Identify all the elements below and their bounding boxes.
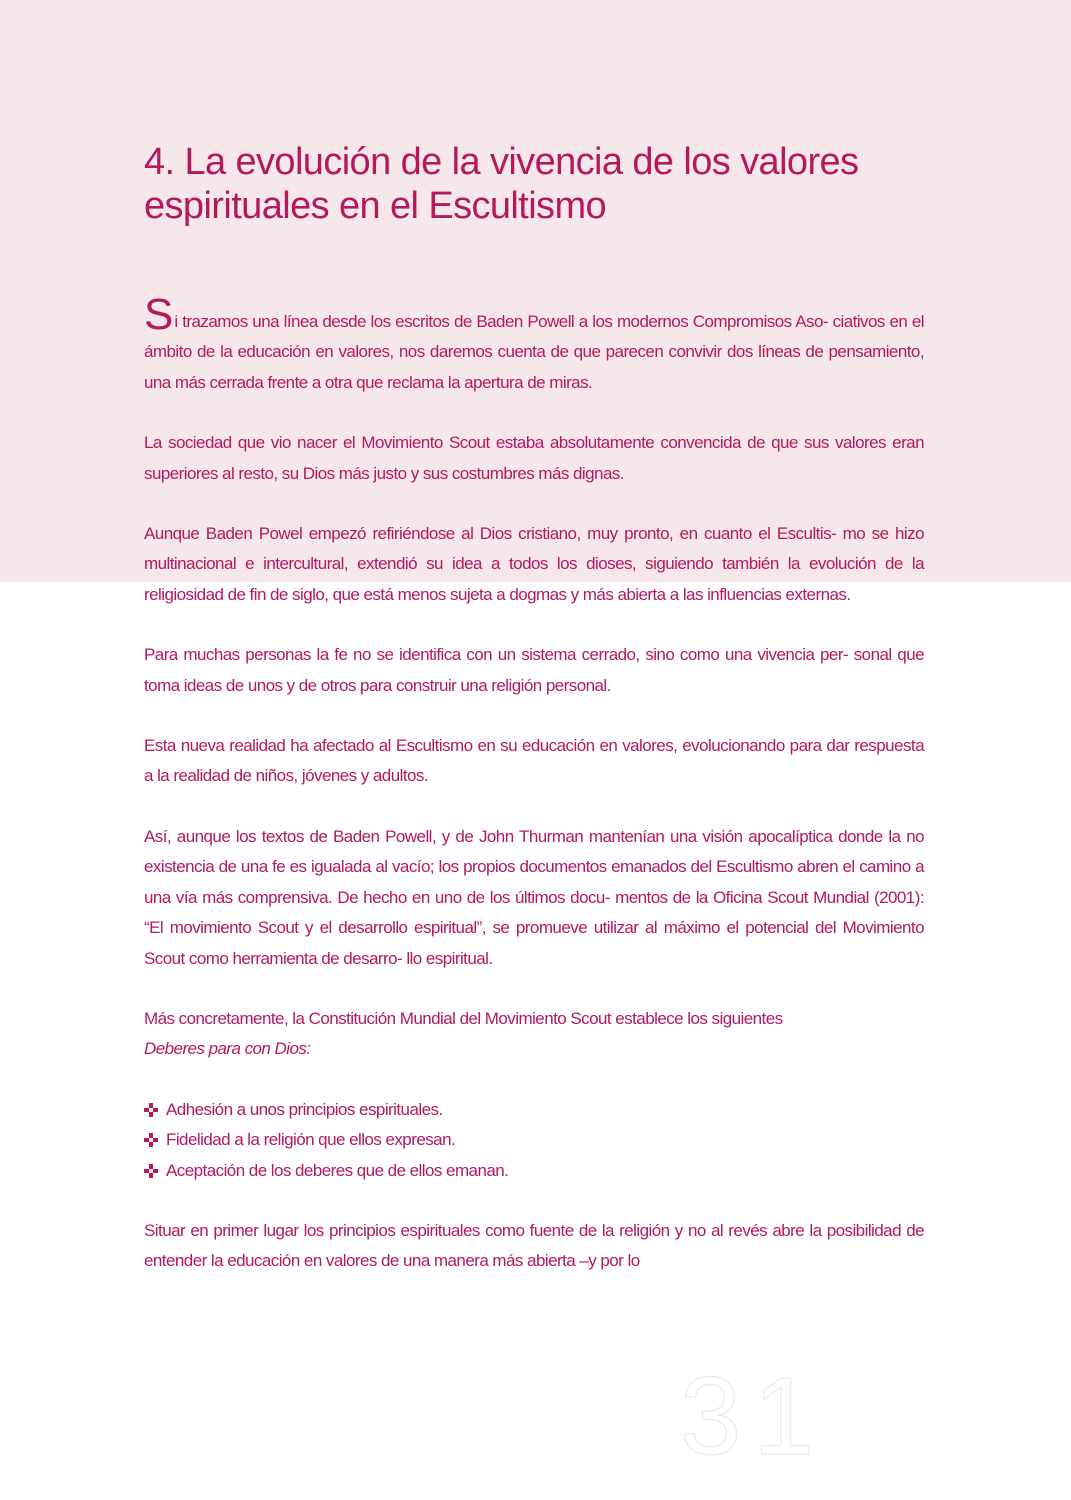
paragraph-7 — [144, 1004, 924, 1065]
cross-bullet-icon — [144, 1133, 158, 1147]
section-title — [144, 140, 944, 228]
article-body — [144, 290, 924, 1307]
paragraph-8: Situar en primer lugar los principios espirituales como fuente de la religión y no al revés abre la posibilidad de entender la educación en valores de una manera más abierta –y por lo — [144, 1220, 924, 1271]
page-number: 31 — [680, 1355, 827, 1478]
paragraph-5: Esta nueva realidad ha afectado al Escultismo en su educación en valores, evolucionando para dar respuesta a la realidad de niños, jóvenes y adultos. — [144, 736, 924, 786]
list-item — [144, 1095, 924, 1125]
cross-bullet-icon — [144, 1164, 158, 1178]
cross-bullet-icon — [144, 1103, 158, 1117]
list-item-text: Fidelidad a la religión que ellos expresan. — [166, 1130, 456, 1150]
section-title-line-1: 4. La evolución de la vivencia de los valores — [144, 141, 859, 183]
list-item-text: Aceptación de los deberes que de ellos emanan. — [166, 1160, 509, 1180]
paragraph-4: Para muchas personas la fe no se identifica con un sistema cerrado, sino como una vivencia per- sonal que toma ideas de unos y de otros para construir una religión personal. — [144, 645, 924, 695]
list-item — [144, 1156, 924, 1186]
duties-list — [144, 1095, 924, 1186]
paragraph-2: La sociedad que vio nacer el Movimiento Scout estaba absolutamente convencida de que sus valores eran superiores al resto, su Dios más justo y sus costumbres más dignas. — [144, 433, 924, 483]
list-item — [144, 1125, 924, 1155]
paragraph-7-text: Más concretamente, la Constitución Mundial del Movimiento Scout establece los siguientes — [144, 1008, 783, 1028]
drop-cap: S — [144, 290, 174, 339]
paragraph-3: Aunque Baden Powel empezó refiriéndose al Dios cristiano, muy pronto, en cuanto el Escultis- mo se hizo multinacional e intercultural, extendió su idea a todos los dioses, siguiendo también la evolución de la religiosidad de fin de siglo, que está menos sujeta a dogmas y más abierta a las influencias externas. — [144, 524, 924, 604]
paragraph-1-text: i trazamos una línea desde los escritos de Baden Powell a los modernos Compromisos Aso- ciativos en el ámbito de la educación en valores, nos daremos cuenta de que parecen convivir dos líneas de pensamiento, una más cerrada frente a otra que reclama la apertura de miras. — [144, 312, 924, 392]
paragraph-1 — [144, 290, 924, 398]
paragraph-6: Así, aunque los textos de Baden Powell, y de John Thurman mantenían una visión apocalíptica donde la no existencia de una fe es igualada al vacío; los propios documentos emanados del Escultismo abren el camino a una vía más comprensiva. De hecho en uno de los últimos docu- mentos de la Oficina Scout Mundial (2001): “El movimiento Scout y el desarrollo espiritual”, se promueve utilizar al máximo el potencial del Movimiento Scout como herramienta de desarro- llo espiritual. — [144, 826, 924, 968]
paragraph-7-italic: Deberes para con Dios: — [144, 1039, 311, 1059]
section-title-line-2: espirituales en el Escultismo — [144, 185, 607, 227]
list-item-text: Adhesión a unos principios espirituales. — [166, 1099, 443, 1119]
